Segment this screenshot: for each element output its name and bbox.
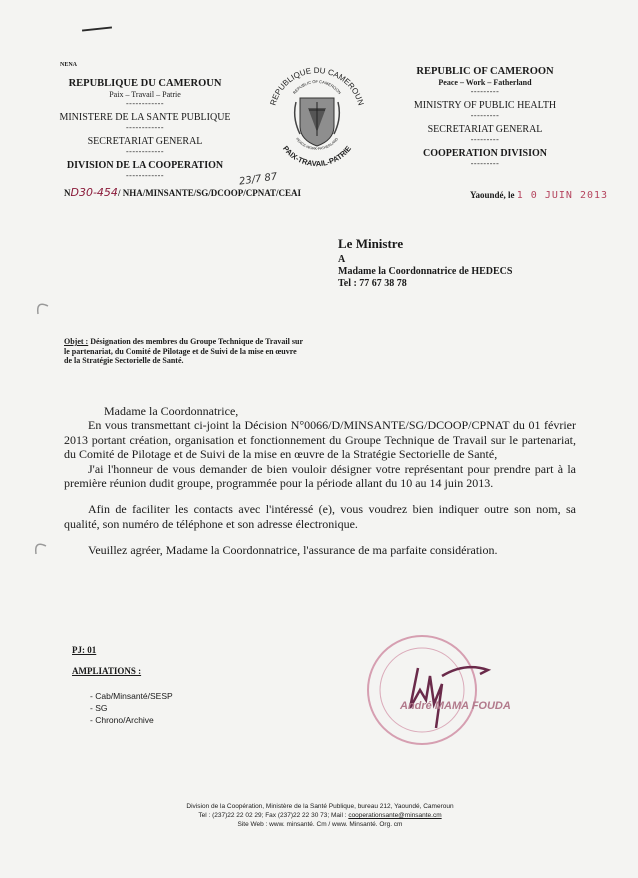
country-en: REPUBLIC OF CAMEROON: [416, 66, 554, 77]
subject-label: Objet :: [64, 337, 89, 346]
nena-label: NENA: [60, 62, 78, 68]
body-paragraph-3: Afin de faciliter les contacts avec l'intéressé (e), vous voudrez bien indiquer outre son nom, sa qualité, son numéro de téléphone et son adresse électronique.: [64, 502, 576, 531]
footer-contacts: Tel : (237)22 22 02 29; Fax (237)22 22 30 73; Mail : cooperationsante@minsante.cm: [198, 812, 442, 819]
recipient-tel: Tel : 77 67 38 78: [338, 278, 407, 289]
division-en: COOPERATION DIVISION: [423, 148, 547, 159]
ministry-en: MINISTRY OF PUBLIC HEALTH: [413, 100, 557, 111]
emblem-inner-top-text: REPUBLIC OF CAMEROON: [291, 78, 343, 96]
motto-fr: Paix – Travail – Patrie: [109, 90, 181, 99]
date-stamp: 1 0 JUIN 2013: [516, 190, 609, 201]
subject-text: Désignation des membres du Groupe Technique de Travail sur le partenariat, du Comité de Pilotage et de Suivi de la mise en œuvre de la Stratégie Sectorielle de Santé.: [64, 337, 303, 365]
date-place: Yaoundé, le: [470, 190, 515, 200]
footer-email[interactable]: cooperationsante@minsante.cm: [348, 812, 442, 819]
separator: ---------: [470, 135, 500, 144]
recipient-to: A: [338, 254, 346, 265]
motto-en: Peace – Work – Fatherland: [438, 78, 532, 87]
footer-address: Division de la Coopération, Ministère de la Santé Publique, bureau 212, Yaoundé, Cameroun: [186, 803, 454, 810]
separator: ------------: [126, 147, 164, 156]
ministry-fr: MINISTERE DE LA SANTE PUBLIQUE: [59, 112, 231, 123]
separator: ---------: [470, 159, 500, 168]
ampliation-item: - Cab/Minsanté/SESP: [90, 690, 177, 702]
ampliations-title: AMPLIATIONS :: [72, 666, 142, 676]
ref-prefix: N: [64, 188, 71, 198]
ref-handwritten-note: 23/7 87: [238, 171, 278, 188]
separator: ------------: [126, 99, 164, 108]
body-paragraph-2: J'ai l'honneur de vous demander de bien vouloir désigner votre représentant pour prendre part à la première réunion dudit groupe, programmée pour la période allant du 10 au 14 juin 2013.: [64, 461, 576, 491]
division-fr: DIVISION DE LA COOPERATION: [66, 160, 224, 171]
secretariat-en: SECRETARIAT GENERAL: [427, 124, 543, 135]
sender-title: Le Ministre: [338, 236, 404, 251]
country-fr: REPUBLIQUE DU CAMEROUN: [68, 78, 222, 89]
body-paragraph-4: Veuillez agréer, Madame la Coordonnatrice, l'assurance de ma parfaite considération.: [88, 543, 498, 558]
attachments-count: PJ: 01: [72, 645, 97, 655]
emblem-top-text: REPUBLIQUE DU CAMEROUN: [268, 65, 366, 107]
recipient-name: Madame la Coordonnatrice de HEDECS: [338, 266, 513, 277]
emblem-inner-bottom-text: PEACE-WORK-FATHERLAND: [294, 137, 340, 151]
ref-handwritten-number: D30-454: [70, 186, 118, 199]
signatory-name: André MAMA FOUDA: [400, 700, 511, 712]
salutation: Madame la Coordonnatrice,: [104, 404, 239, 418]
secretariat-fr: SECRETARIAT GENERAL: [87, 136, 203, 147]
footer-website: Site Web : www. minsanté. Cm / www. Minsanté. Org. cm: [237, 821, 403, 828]
ampliation-item: - Chrono/Archive: [90, 714, 177, 726]
body-paragraph-1: En vous transmettant ci-joint la Décision N°0066/D/MINSANTE/SG/DCOOP/CPNAT du 01 février 2013 portant création, organisation et fonctionnement du Groupe Technique de Travail sur le partenariat, du Comité de Pilotage et de Suivi de la mise en œuvre de la Stratégie Sectorielle de Santé,: [64, 418, 576, 462]
separator: ------------: [126, 171, 164, 180]
ref-suffix: / NHA/MINSANTE/SG/DCOOP/CPNAT/CEAI: [117, 188, 302, 198]
ampliation-item: - SG: [90, 702, 177, 714]
emblem-bottom-text: PAIX-TRAVAIL-PATRIE: [281, 144, 353, 168]
separator: ---------: [470, 87, 500, 96]
separator: ------------: [126, 123, 164, 132]
separator: ---------: [470, 111, 500, 120]
